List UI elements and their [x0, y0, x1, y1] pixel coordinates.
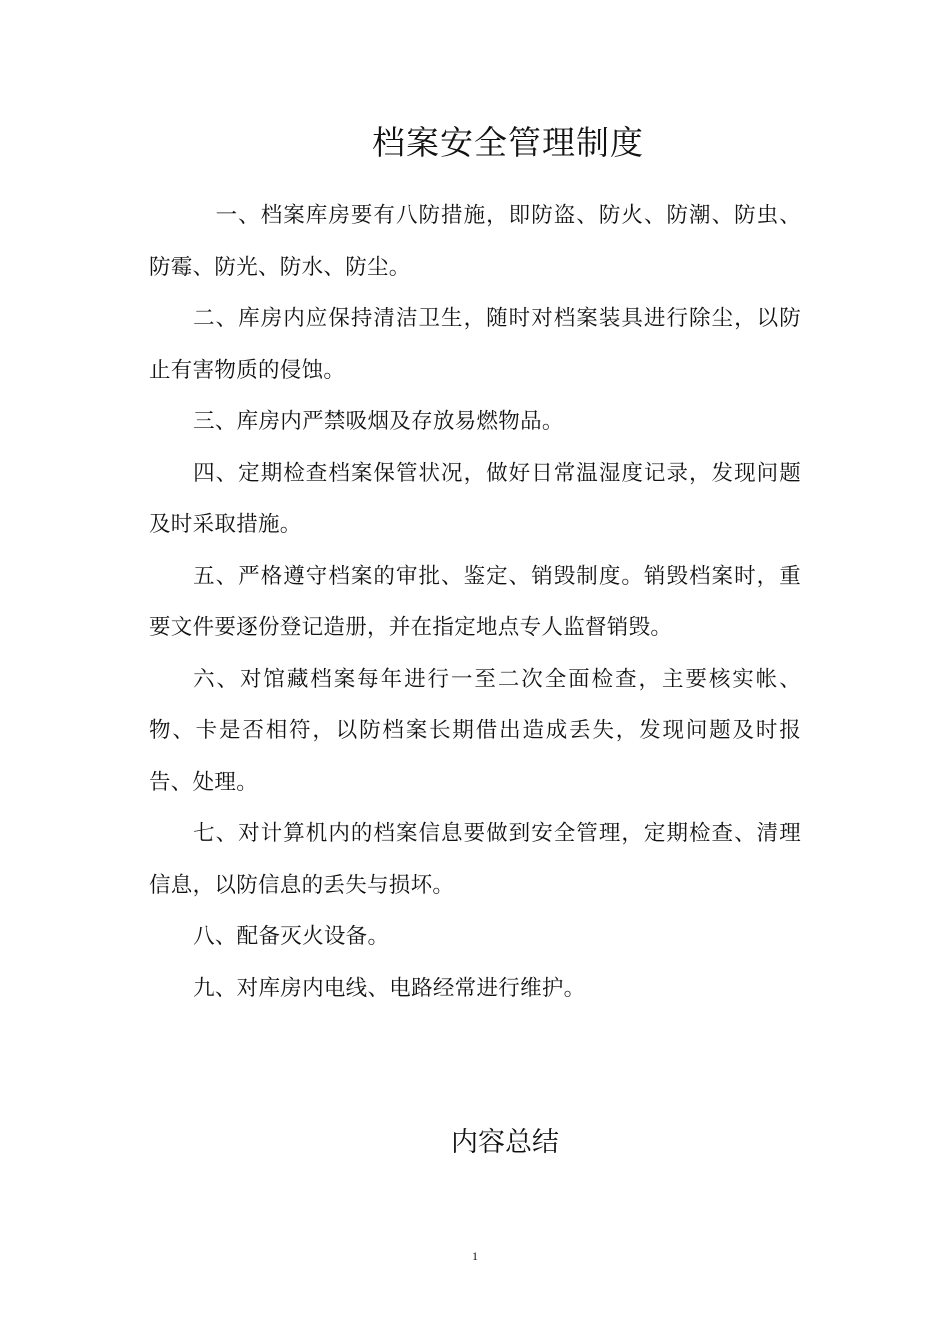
paragraph-2: 二、库房内应保持清洁卫生，随时对档案装具进行除尘，以防止有害物质的侵蚀。: [149, 306, 801, 383]
paragraph-1: 一、档案库房要有八防措施，即防盗、防火、防潮、防虫、防霉、防光、防水、防尘。: [149, 203, 801, 280]
document-title: 档案安全管理制度: [372, 123, 644, 162]
page-number: 1: [472, 1249, 478, 1263]
paragraph-3: 三、库房内严禁吸烟及存放易燃物品。: [193, 409, 564, 434]
paragraph-4: 四、定期检查档案保管状况，做好日常温湿度记录，发现问题及时采取措施。: [149, 460, 801, 537]
summary-heading: 内容总结: [451, 1127, 559, 1158]
document-body: [149, 190, 801, 1014]
paragraph-6: 六、对馆藏档案每年进行一至二次全面检查，主要核实帐、物、卡是否相符，以防档案长期借出造成丢失，发现问题及时报告、处理。: [149, 666, 801, 795]
paragraph-8: 八、配备灭火设备。: [193, 924, 390, 949]
paragraph-7: 七、对计算机内的档案信息要做到安全管理，定期检查、清理信息，以防信息的丢失与损坏。: [149, 821, 801, 898]
paragraph-5: 五、严格遵守档案的审批、鉴定、销毁制度。销毁档案时，重要文件要逐份登记造册，并在指定地点专人监督销毁。: [149, 563, 801, 640]
paragraph-9: 九、对库房内电线、电路经常进行维护。: [193, 975, 586, 1001]
